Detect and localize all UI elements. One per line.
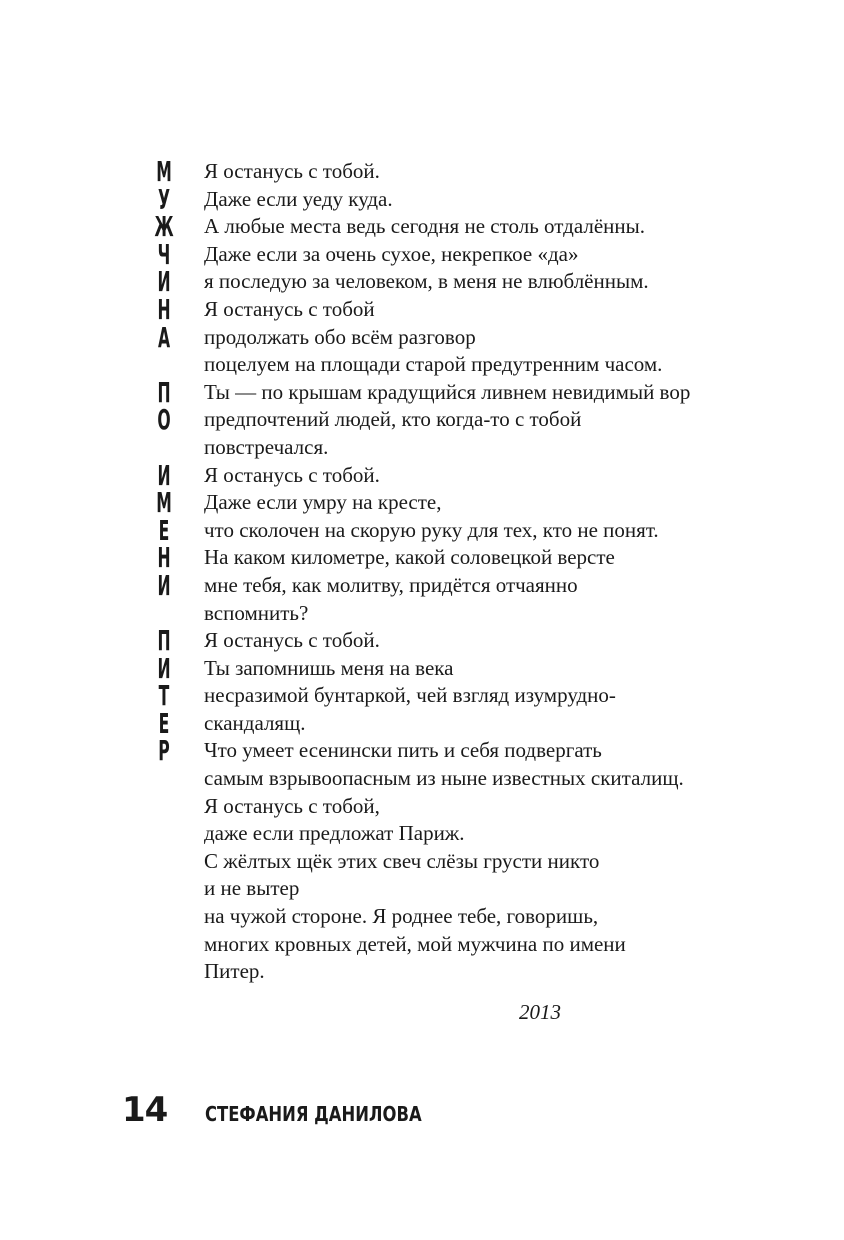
vertical-title-letter: М <box>156 486 172 520</box>
vertical-title-letter: Р <box>158 734 170 768</box>
vertical-title-letter: Т <box>158 679 170 713</box>
poem-line: мне тебя, как молитву, придётся отчаянно <box>204 572 578 597</box>
vertical-title-letter: П <box>157 375 171 409</box>
vertical-title-letter: И <box>157 265 171 299</box>
poem-line: Я останусь с тобой, <box>204 793 380 818</box>
vertical-title <box>146 155 182 768</box>
vertical-title-letter: Н <box>157 292 171 326</box>
vertical-title-letter: О <box>157 403 171 437</box>
poem-line: несразимой бунтаркой, чей взгляд изумрудно- <box>204 683 616 708</box>
author-name: СТЕФАНИЯ ДАНИЛОВА <box>205 1102 423 1126</box>
poem-line: продолжать обо всём разговор <box>204 324 476 349</box>
vertical-title-letter: Н <box>157 541 171 575</box>
poem-line: вспомнить? <box>204 600 309 625</box>
poem-line: Питер. <box>204 959 265 984</box>
poem-line: Даже если уеду куда. <box>204 186 393 211</box>
vertical-title-letter: И <box>157 568 171 602</box>
poem-line: повстречался. <box>204 434 329 459</box>
vertical-title-letter: И <box>157 458 171 492</box>
poem-line: Ты запомнишь меня на века <box>204 655 454 680</box>
page-footer <box>122 1090 470 1130</box>
poem-line: Даже если за очень сухое, некрепкое «да» <box>204 241 579 266</box>
poem-line: Ты — по крышам крадущийся ливнем невидимый вор <box>204 379 691 404</box>
vertical-title-letter: М <box>156 155 172 188</box>
vertical-title-letter: Е <box>158 706 170 740</box>
poem-year: 2013 <box>519 1000 561 1024</box>
vertical-title-letter: П <box>157 624 171 658</box>
vertical-title-gap <box>153 434 175 462</box>
poem-line: Я останусь с тобой. <box>204 628 380 653</box>
vertical-title-letter: Е <box>158 513 170 547</box>
vertical-title-letter: И <box>157 651 171 685</box>
poem-line: Я останусь с тобой. <box>204 462 380 487</box>
poem-line: даже если предложат Париж. <box>204 821 465 846</box>
vertical-title-letter: А <box>157 320 171 354</box>
vertical-title-letter: Ч <box>157 237 171 271</box>
poem-line: На каком километре, какой соловецкой версте <box>204 545 615 570</box>
poem-line: на чужой стороне. Я роднее тебе, говоришь, <box>204 904 599 929</box>
vertical-title-gap <box>153 600 175 628</box>
poem-line: многих кровных детей, мой мужчина по имени <box>204 931 626 956</box>
vertical-title-letter: Ж <box>154 210 174 244</box>
vertical-title-gap <box>153 351 175 379</box>
poem-line: Даже если умру на кресте, <box>204 490 442 515</box>
poem-line: предпочтений людей, кто когда-то с тобой <box>204 407 582 432</box>
vertical-title-letter: У <box>157 182 171 216</box>
poem-line: Что умеет есенински пить и себя подвергать <box>204 738 602 763</box>
poem <box>204 158 764 986</box>
poem-line: поцелуем на площади старой предутренним часом. <box>204 352 663 377</box>
poem-line: я последую за человеком, в меня не влюблённым. <box>204 269 649 294</box>
poem-line: самым взрывоопасным из ныне известных скиталищ. <box>204 766 684 791</box>
poem-line: и не вытер <box>204 876 300 901</box>
poem-line: А любые места ведь сегодня не столь отдалённы. <box>204 214 645 239</box>
page-number: 14 <box>122 1090 168 1130</box>
poem-line: С жёлтых щёк этих свеч слёзы грусти никто <box>204 848 600 873</box>
poem-line: что сколочен на скорую руку для тех, кто не понят. <box>204 517 659 542</box>
poem-line: Я останусь с тобой <box>204 296 375 321</box>
poem-line: Я останусь с тобой. <box>204 159 380 183</box>
poem-line: скандалящ. <box>204 710 306 735</box>
